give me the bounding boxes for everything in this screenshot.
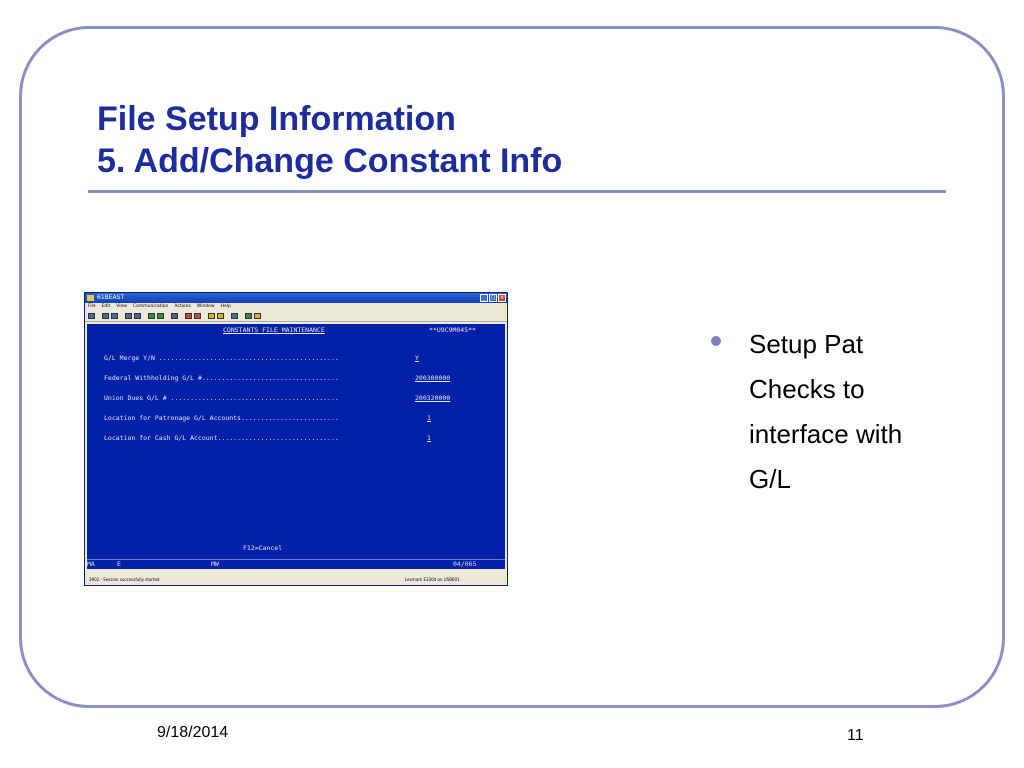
field-input-gl-merge[interactable]: Y <box>415 354 419 362</box>
title-line-2: 5. Add/Change Constant Info <box>97 142 563 180</box>
session-status-message: 3902 - Session successfully started <box>89 577 160 582</box>
menu-actions[interactable]: Actions <box>174 304 191 309</box>
toolbar-icon[interactable] <box>245 313 252 319</box>
terminal-status-line <box>87 559 505 569</box>
status-ma: MA <box>87 560 95 568</box>
screen-header: CONSTANTS FILE MAINTENANCE <box>223 326 325 334</box>
toolbar-icon[interactable] <box>231 313 238 319</box>
window-title: 61BEAST <box>97 294 125 301</box>
toolbar-icon[interactable] <box>171 313 178 319</box>
maximize-icon[interactable]: □ <box>490 295 496 301</box>
toolbar-icon[interactable] <box>254 313 261 319</box>
toolbar-icon[interactable] <box>208 313 215 319</box>
status-e: E <box>117 560 121 568</box>
toolbar-icon[interactable] <box>88 313 95 319</box>
field-input-union-dues[interactable]: 200320000 <box>415 394 451 402</box>
field-label-patronage-location: Location for Patronage G/L Accounts......................... <box>104 414 339 422</box>
window-titlebar <box>85 293 507 303</box>
field-input-patronage-location[interactable]: 1 <box>427 414 431 422</box>
terminal-screen[interactable] <box>87 324 505 569</box>
field-label-federal-withholding: Federal Withholding G/L #................................... <box>104 374 339 382</box>
toolbar-icon[interactable] <box>194 313 201 319</box>
printer-status: Lexmark E330d on USB001 <box>405 577 460 582</box>
toolbar-icon[interactable] <box>102 313 109 319</box>
field-label-cash-location: Location for Cash G/L Account............................... <box>104 434 339 442</box>
toolbar-icon[interactable] <box>185 313 192 319</box>
field-label-union-dues: Union Dues G/L # ........................................... <box>104 394 339 402</box>
title-line-1: File Setup Information <box>97 100 456 138</box>
menu-communication[interactable]: Communication <box>132 304 169 309</box>
function-key-hint: F12=Cancel <box>243 544 283 552</box>
toolbar-icon[interactable] <box>148 313 155 319</box>
menu-view[interactable]: View <box>116 304 127 309</box>
title-divider <box>88 190 946 193</box>
footer-date: 9/18/2014 <box>157 724 229 741</box>
window-toolbar <box>85 311 507 322</box>
app-icon <box>87 295 94 301</box>
menu-edit[interactable]: Edit <box>101 304 111 309</box>
program-id: **U9C9M045** <box>429 326 476 334</box>
slide-title <box>97 98 562 182</box>
field-label-gl-merge: G/L Merge Y/N .............................................. <box>104 354 339 362</box>
slide-number: 11 <box>847 727 864 744</box>
minimize-icon[interactable]: _ <box>480 294 488 302</box>
field-input-cash-location[interactable]: 1 <box>427 434 431 442</box>
toolbar-icon[interactable] <box>134 313 141 319</box>
toolbar-icon[interactable] <box>111 313 118 319</box>
menu-file[interactable]: File <box>88 304 96 309</box>
toolbar-icon[interactable] <box>157 313 164 319</box>
menu-window[interactable]: Window <box>196 304 215 309</box>
terminal-window-screenshot <box>84 292 508 586</box>
toolbar-icon[interactable] <box>217 313 224 319</box>
bullet-item: Setup Pat Checks to interface with G/L <box>749 329 903 494</box>
window-statusbar <box>87 576 505 584</box>
toolbar-icon[interactable] <box>125 313 132 319</box>
cursor-position: 04/065 <box>453 560 477 568</box>
status-mw: MW <box>211 560 219 568</box>
menu-help[interactable]: Help <box>220 304 231 309</box>
field-input-federal-withholding[interactable]: 200300000 <box>415 374 451 382</box>
close-icon[interactable]: × <box>499 295 505 301</box>
bullet-icon <box>711 336 721 346</box>
window-menubar <box>85 303 507 311</box>
